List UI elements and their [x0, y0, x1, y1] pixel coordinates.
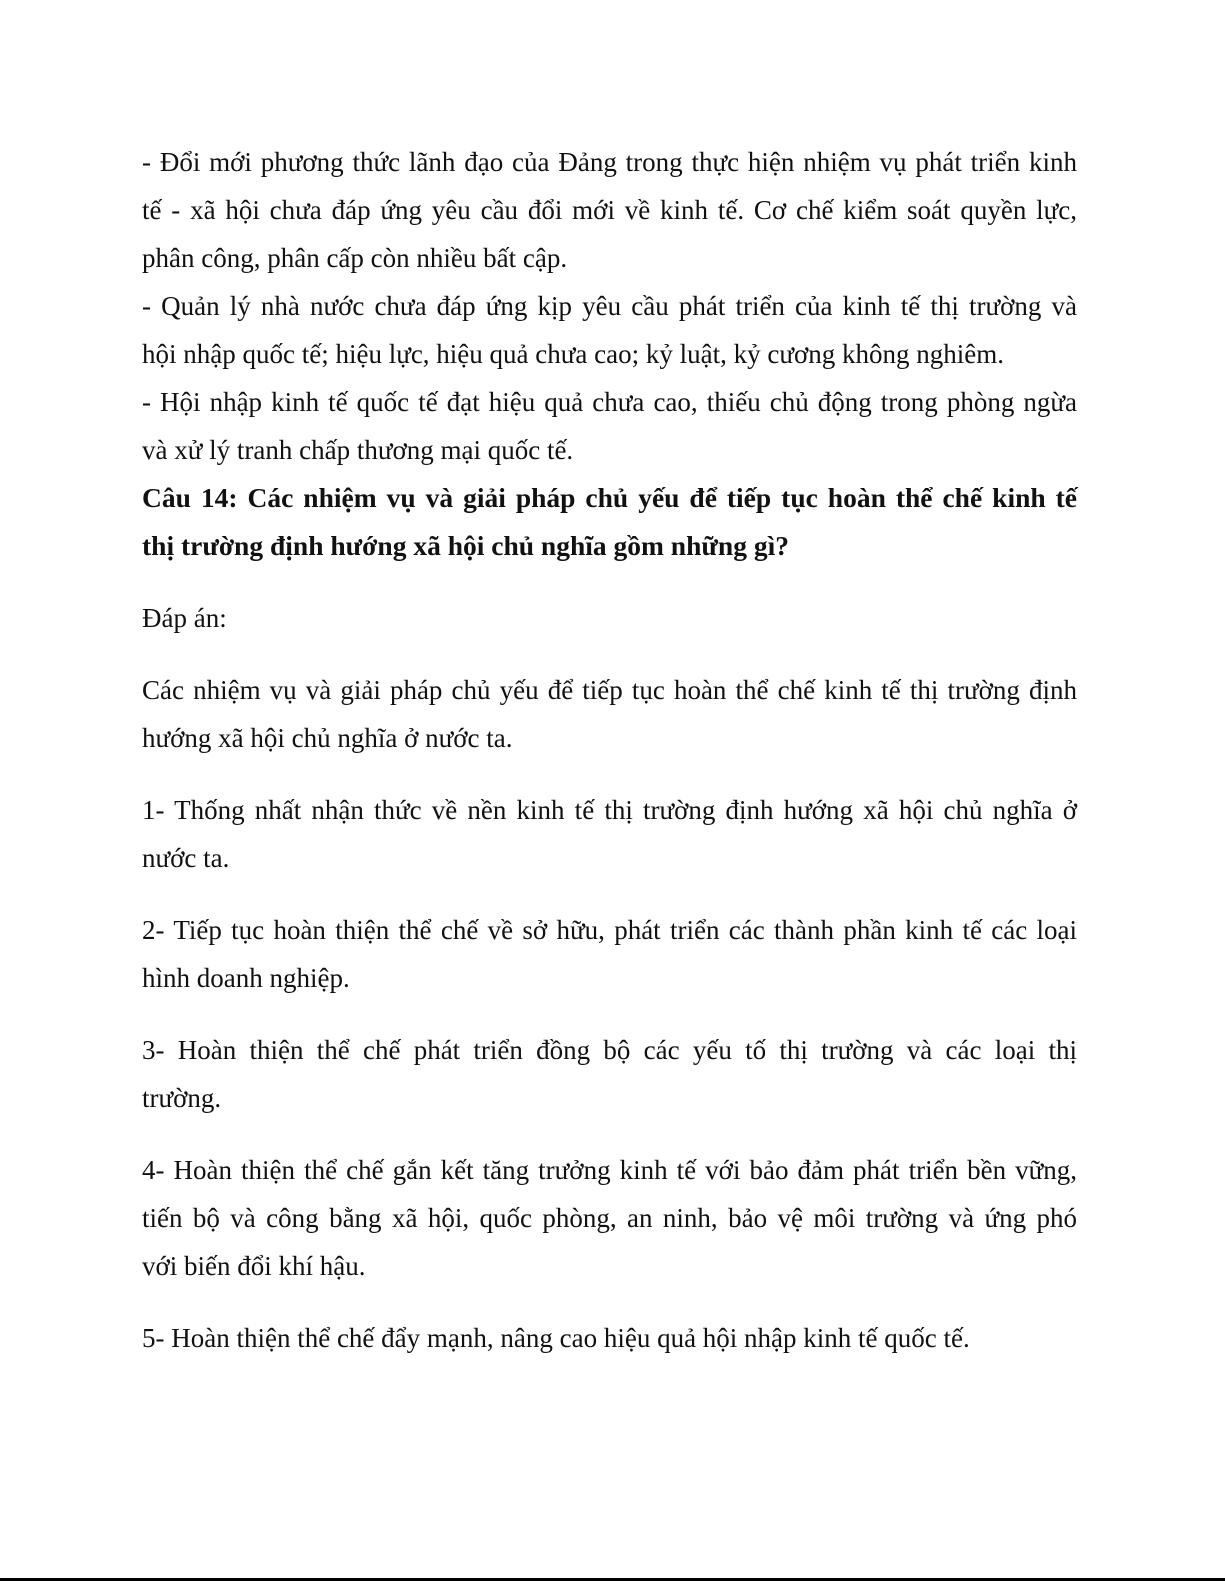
question-line: thị trường định hướng xã hội chủ nghĩa gồm những gì? [142, 530, 789, 561]
list-item-1 [142, 786, 1077, 882]
text-line: với biến đổi khí hậu. [142, 1251, 366, 1281]
document-page [142, 138, 1077, 1362]
text-line: trường. [142, 1083, 222, 1113]
answer-intro [142, 666, 1077, 762]
text-line: 5- Hoàn thiện thể chế đẩy mạnh, nâng cao hiệu quả hội nhập kinh tế quốc tế. [142, 1323, 970, 1353]
text-line: tiến bộ và công bằng xã hội, quốc phòng, an ninh, bảo vệ môi trường và ứng phó [142, 1203, 1077, 1233]
intro-section [142, 138, 1077, 474]
text-line: hội nhập quốc tế; hiệu lực, hiệu quả chưa cao; kỷ luật, kỷ cương không nghiêm. [142, 339, 1004, 369]
text-line: 2- Tiếp tục hoàn thiện thể chế về sở hữu, phát triển các thành phần kinh tế các loại [142, 915, 1077, 945]
text-line: 3- Hoàn thiện thể chế phát triển đồng bộ các yếu tố thị trường và các loại thị [142, 1035, 1077, 1065]
text-line: Các nhiệm vụ và giải pháp chủ yếu để tiếp tục hoàn thể chế kinh tế thị trường định [142, 675, 1077, 705]
text-line: nước ta. [142, 843, 230, 873]
list-item-5 [142, 1314, 1077, 1362]
list-item-3 [142, 1026, 1077, 1122]
page-bottom-border [0, 1578, 1225, 1581]
question-heading [142, 474, 1077, 570]
text-line: và xử lý tranh chấp thương mại quốc tế. [142, 435, 574, 465]
list-item-4 [142, 1146, 1077, 1290]
text-line: hình doanh nghiệp. [142, 963, 350, 993]
text-line: phân công, phân cấp còn nhiều bất cập. [142, 243, 568, 273]
text-line: hướng xã hội chủ nghĩa ở nước ta. [142, 723, 513, 753]
text-line: - Đổi mới phương thức lãnh đạo của Đảng trong thực hiện nhiệm vụ phát triển kinh [142, 147, 1077, 177]
text-line: - Quản lý nhà nước chưa đáp ứng kịp yêu cầu phát triển của kinh tế thị trường và [142, 291, 1077, 321]
list-item-2 [142, 906, 1077, 1002]
text-line: tế - xã hội chưa đáp ứng yêu cầu đổi mới về kinh tế. Cơ chế kiểm soát quyền lực, [142, 195, 1077, 225]
answer-label: Đáp án: [142, 603, 227, 633]
text-line: 1- Thống nhất nhận thức về nền kinh tế thị trường định hướng xã hội chủ nghĩa ở [142, 795, 1077, 825]
text-line: - Hội nhập kinh tế quốc tế đạt hiệu quả chưa cao, thiếu chủ động trong phòng ngừa [142, 387, 1077, 417]
text-line: 4- Hoàn thiện thể chế gắn kết tăng trưởng kinh tế với bảo đảm phát triển bền vững, [142, 1155, 1077, 1185]
question-line: Câu 14: Các nhiệm vụ và giải pháp chủ yếu để tiếp tục hoàn thể chế kinh tế [142, 482, 1077, 513]
